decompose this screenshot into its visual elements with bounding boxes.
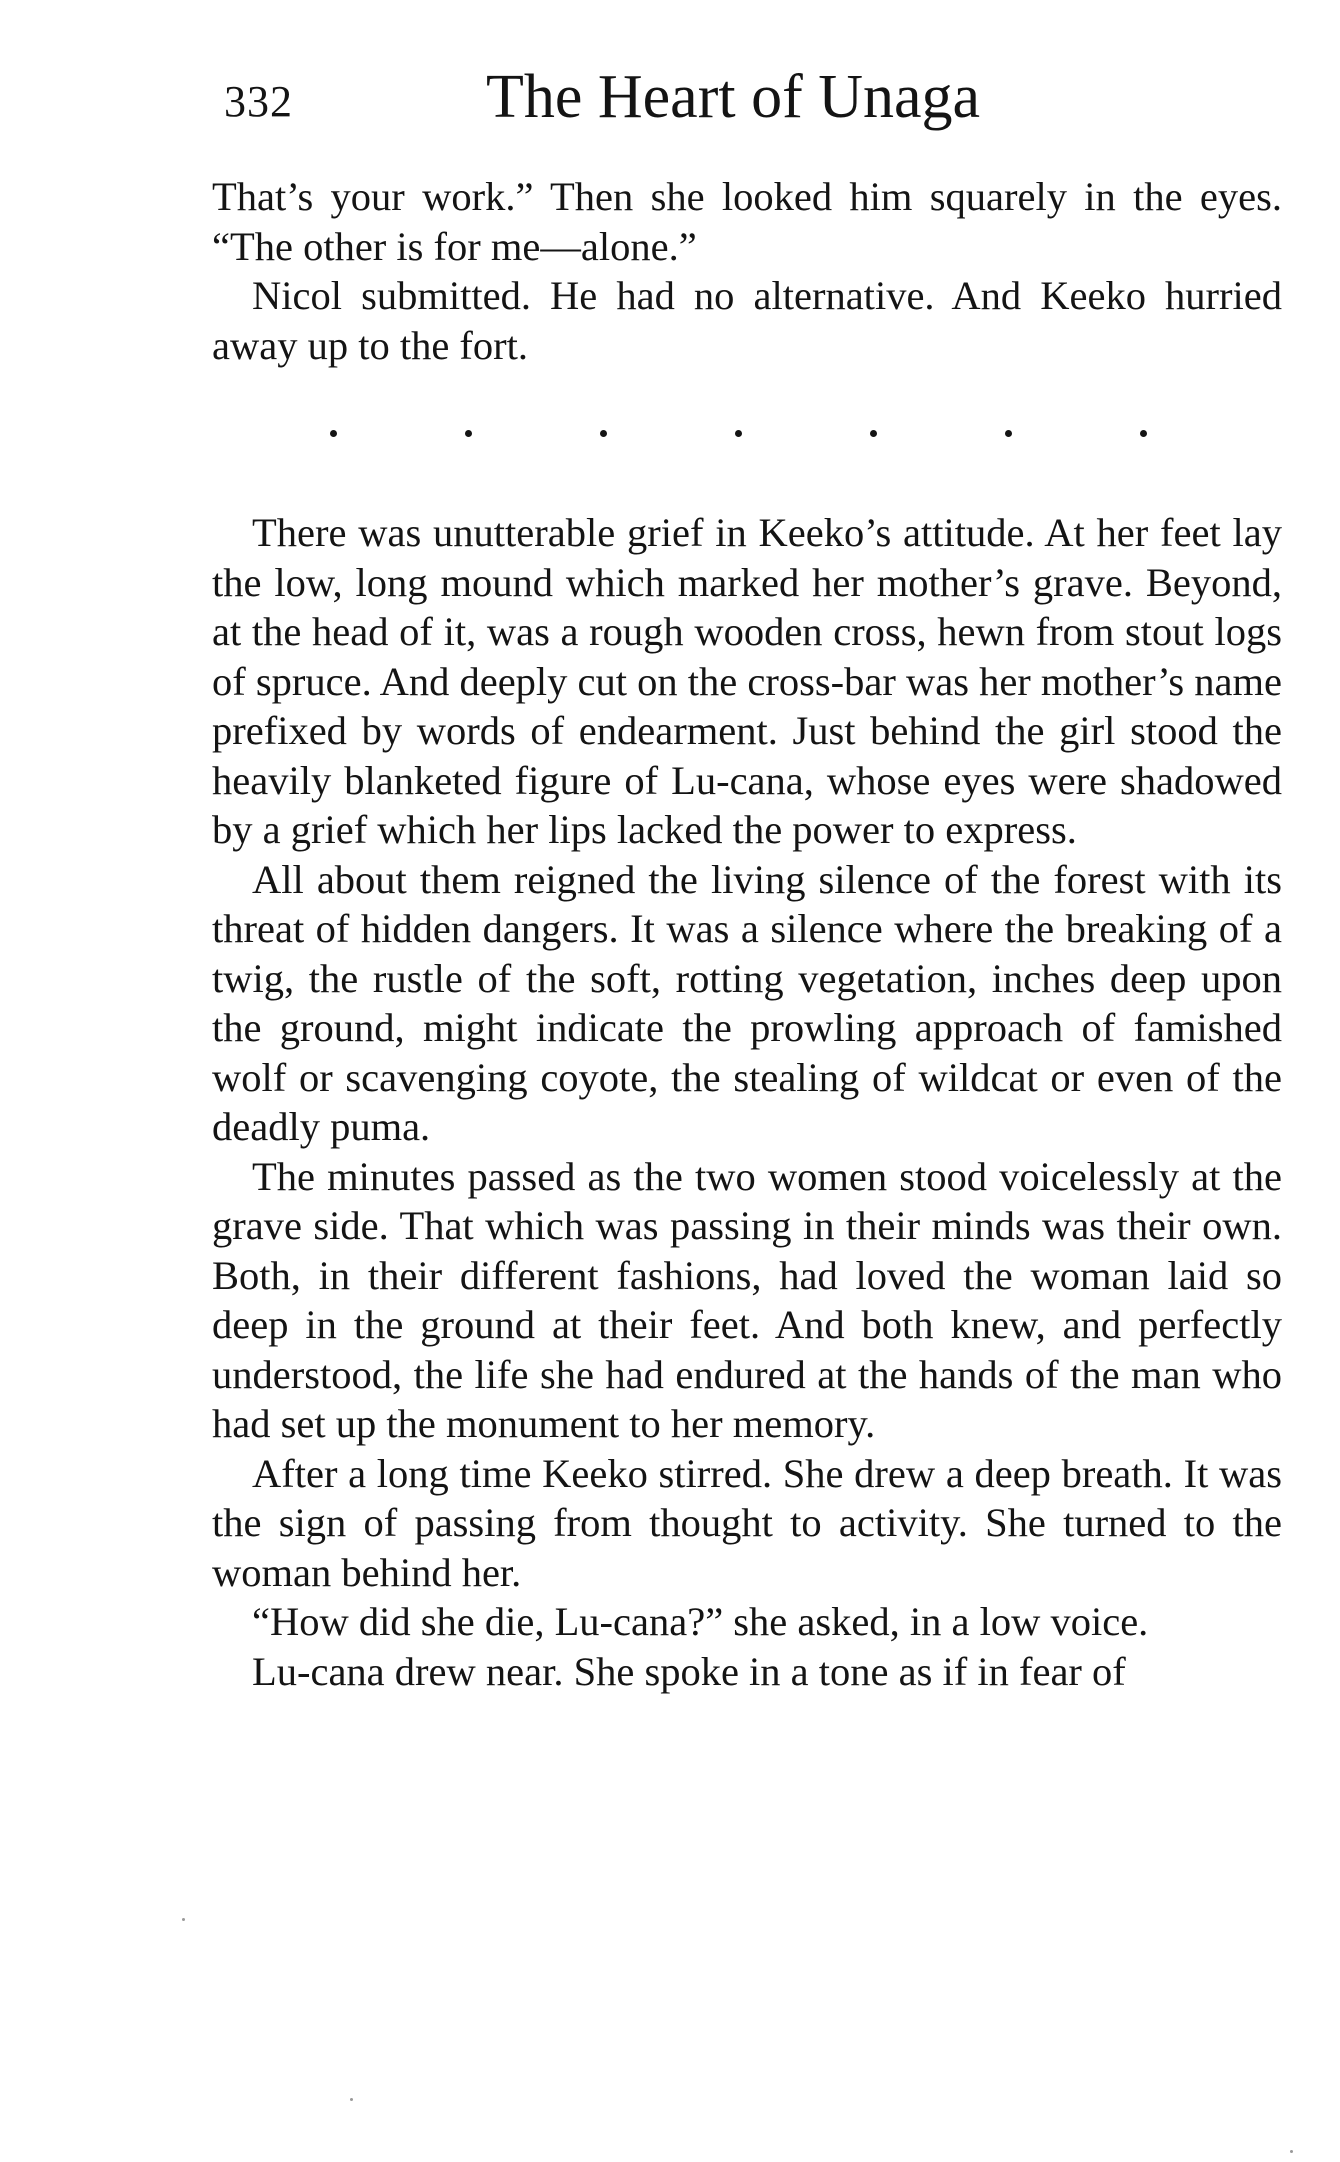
page-number: 332	[224, 77, 293, 126]
paper-speck	[1290, 2150, 1293, 2153]
section-break-dot	[870, 430, 877, 437]
paragraph: Lu-cana drew near. She spoke in a tone as if in fear of	[252, 1648, 1126, 1694]
paper-speck	[182, 1918, 185, 1921]
section-break-dot	[330, 430, 337, 437]
paper-speck	[350, 2098, 353, 2101]
text-block-main	[212, 508, 1282, 1696]
paragraph: All about them reigned the living silence of the forest with its threat of hidden dangers. It was a silence where the breaking of a twig, the rustle of the soft, rotting vegetation, inches deep upon the ground, might indicate the prowling approach of famished wolf or scavenging coyote, the stealing of wildcat or even of the deadly puma.	[212, 856, 1282, 1149]
paragraph: “How did she die, Lu-cana?” she asked, in a low voice.	[252, 1599, 1149, 1644]
paragraph: Nicol submitted. He had no alternative. And Keeko hurried away up to the fort.	[212, 273, 1282, 368]
text-block-top	[212, 172, 1282, 370]
section-break-dot	[600, 430, 607, 437]
paragraph: That’s your work.” Then she looked him squarely in the eyes. “The other is for me—alone.”	[212, 174, 1282, 269]
section-break-dot	[1140, 430, 1147, 437]
section-break	[330, 430, 1170, 450]
section-break-dot	[735, 430, 742, 437]
running-title: The Heart of Unaga	[486, 63, 981, 131]
paragraph: After a long time Keeko stirred. She drew a deep breath. It was the sign of passing from thought to activity. She turned to the woman behind her.	[212, 1450, 1282, 1595]
paragraph: There was unutterable grief in Keeko’s attitude. At her feet lay the low, long mound which marked her mother’s grave. Beyond, at the head of it, was a rough wooden cross, hewn from stout logs of spruce. And deeply cut on the cross-bar was her mother’s name prefixed by words of endearment. Just behind the girl stood the heavily blanketed figure of Lu-cana, whose eyes were shadowed by a grief which her lips lacked the power to express.	[212, 510, 1282, 852]
page-header	[224, 62, 1284, 142]
section-break-dot	[465, 430, 472, 437]
section-break-dot	[1005, 430, 1012, 437]
paragraph: The minutes passed as the two women stood voicelessly at the grave side. That which was passing in their minds was their own. Both, in their different fashions, had loved the woman laid so deep in the ground at their feet. And both knew, and perfectly understood, the life she had endured at the hands of the man who had set up the monument to her memory.	[212, 1153, 1282, 1446]
